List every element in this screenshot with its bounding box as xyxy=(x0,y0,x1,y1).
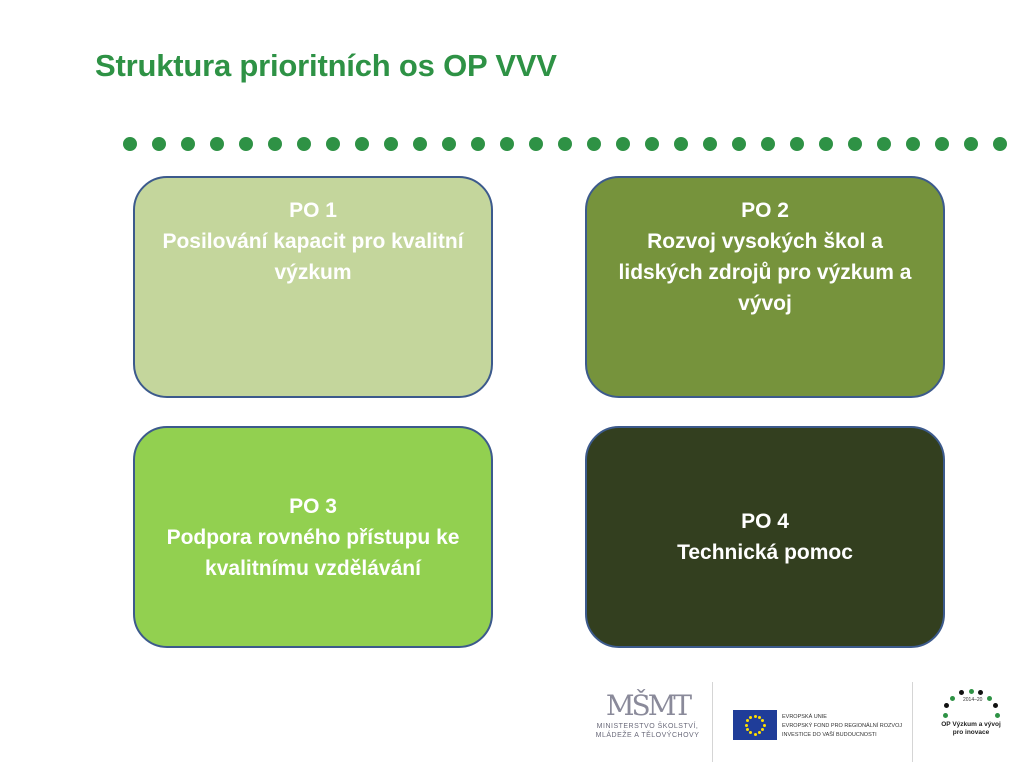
eu-star-icon xyxy=(754,715,757,718)
eu-star-icon xyxy=(746,719,749,722)
divider-dot xyxy=(297,137,311,151)
op-logo-dot xyxy=(987,696,992,701)
eu-star-icon xyxy=(745,724,748,727)
divider-dot xyxy=(819,137,833,151)
divider-dot xyxy=(587,137,601,151)
divider-dot xyxy=(616,137,630,151)
op-logo-dot xyxy=(943,713,948,718)
po4-label: Technická pomoc xyxy=(677,541,853,564)
divider-dot xyxy=(152,137,166,151)
op-vvv-years: 2014–20 xyxy=(963,697,983,703)
op-vvv-line1: OP Výzkum a vývoj xyxy=(941,721,1001,728)
op-logo-dot xyxy=(959,690,964,695)
divider-dot xyxy=(529,137,543,151)
logo-separator xyxy=(912,682,913,762)
divider-dot xyxy=(935,137,949,151)
po2-code: PO 2 xyxy=(741,199,789,222)
msmt-logo xyxy=(595,690,700,750)
op-vvv-line2: pro inovace xyxy=(952,729,990,736)
eu-logo-text xyxy=(782,713,902,740)
po1-code: PO 1 xyxy=(289,199,337,222)
divider-dot xyxy=(964,137,978,151)
priority-axis-po4 xyxy=(585,426,945,648)
op-vvv-logo-mark xyxy=(941,687,1001,717)
op-logo-dot xyxy=(995,713,1000,718)
footer-logos xyxy=(595,682,1015,762)
msmt-logo-line1: MINISTERSTVO ŠKOLSTVÍ, xyxy=(596,723,699,730)
divider-dot xyxy=(993,137,1007,151)
divider-dot xyxy=(645,137,659,151)
divider-dot xyxy=(413,137,427,151)
divider-dot xyxy=(442,137,456,151)
op-vvv-logo xyxy=(933,687,1009,757)
eu-star-icon xyxy=(763,724,766,727)
divider-dot xyxy=(123,137,137,151)
msmt-logo-mark: MŠMT xyxy=(605,689,690,722)
priority-axis-po1 xyxy=(133,176,493,398)
slide-title: Struktura prioritních os OP VVV xyxy=(95,48,557,83)
divider-dot xyxy=(210,137,224,151)
eu-logo-line1: EVROPSKÁ UNIE xyxy=(782,714,827,720)
divider-dot xyxy=(384,137,398,151)
divider-dot xyxy=(326,137,340,151)
divider-dot xyxy=(848,137,862,151)
po2-label: Rozvoj vysokých škol a lidských zdrojů pro výzkum a vývoj xyxy=(618,230,912,315)
op-logo-dot xyxy=(944,703,949,708)
divider-dot xyxy=(732,137,746,151)
eu-star-icon xyxy=(758,716,761,719)
eu-flag-icon xyxy=(733,710,777,740)
dotted-divider xyxy=(123,137,1024,151)
po4-code: PO 4 xyxy=(741,510,789,533)
logo-separator xyxy=(712,682,713,762)
priority-axis-po3 xyxy=(133,426,493,648)
po3-label: Podpora rovného přístupu ke kvalitnímu vzdělávání xyxy=(166,525,460,580)
divider-dot xyxy=(500,137,514,151)
eu-star-icon xyxy=(761,728,764,731)
eu-logo-line2: EVROPSKÝ FOND PRO REGIONÁLNÍ ROZVOJ xyxy=(782,723,903,729)
op-logo-dot xyxy=(993,703,998,708)
eu-logo-line3: INVESTICE DO VAŠÍ BUDOUCNOSTI xyxy=(782,732,877,738)
divider-dot xyxy=(268,137,282,151)
divider-dot xyxy=(703,137,717,151)
divider-dot xyxy=(674,137,688,151)
eu-star-icon xyxy=(758,731,761,734)
divider-dot xyxy=(239,137,253,151)
divider-dot xyxy=(181,137,195,151)
eu-star-icon xyxy=(754,733,757,736)
msmt-logo-line2: MLÁDEŽE A TĚLOVÝCHOVY xyxy=(595,732,700,739)
divider-dot xyxy=(761,137,775,151)
divider-dot xyxy=(471,137,485,151)
priority-axis-po2 xyxy=(585,176,945,398)
eu-star-icon xyxy=(746,728,749,731)
divider-dot xyxy=(877,137,891,151)
op-logo-dot xyxy=(950,696,955,701)
eu-star-icon xyxy=(749,716,752,719)
po1-label: Posilování kapacit pro kvalitní výzkum xyxy=(162,230,464,284)
eu-star-icon xyxy=(761,719,764,722)
divider-dot xyxy=(355,137,369,151)
eu-star-icon xyxy=(749,731,752,734)
po3-code: PO 3 xyxy=(289,494,337,518)
divider-dot xyxy=(906,137,920,151)
op-logo-dot xyxy=(978,690,983,695)
op-logo-dot xyxy=(969,689,974,694)
divider-dot xyxy=(790,137,804,151)
divider-dot xyxy=(558,137,572,151)
